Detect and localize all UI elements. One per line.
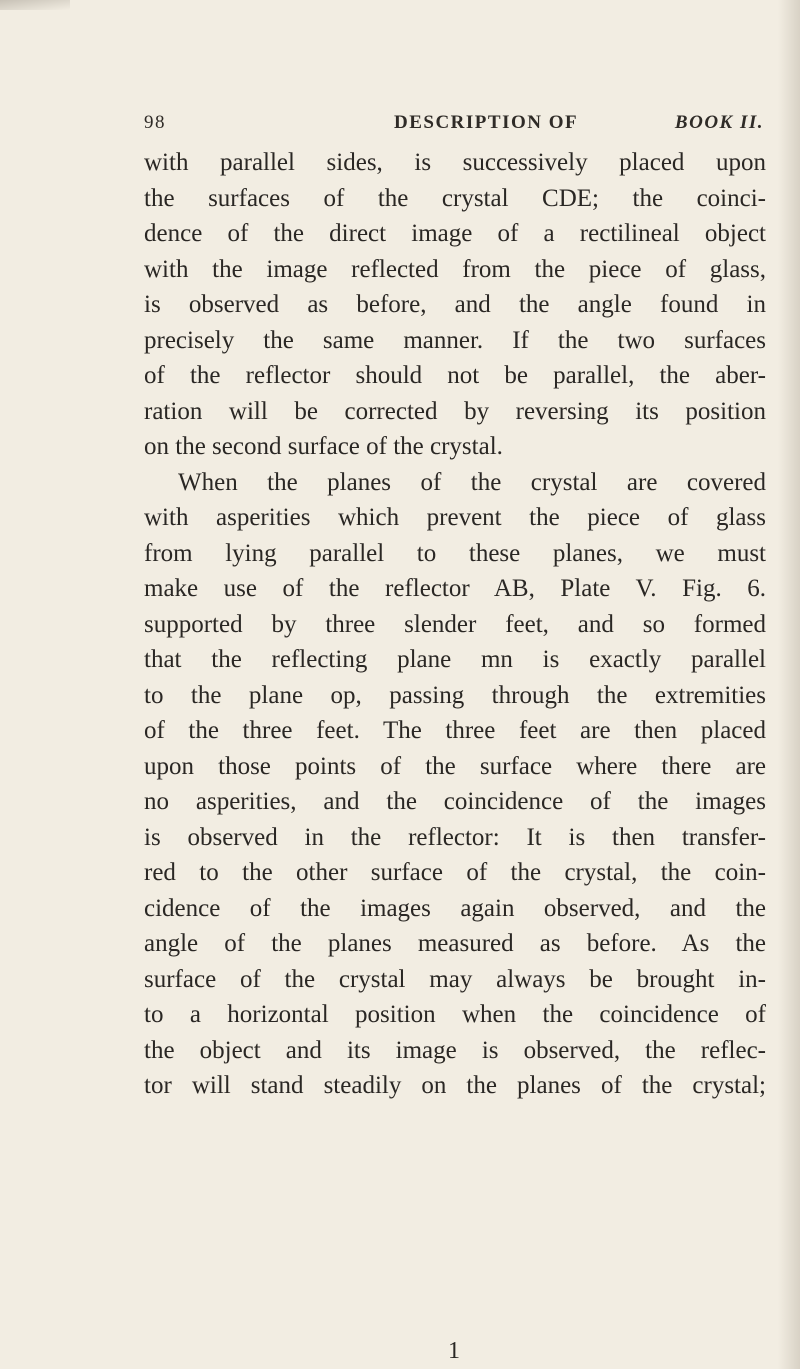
book-label: BOOK II.	[674, 112, 764, 133]
text-line: no asperities, and the coincidence of the images	[144, 788, 766, 815]
text-line: red to the other surface of the crystal, the coin-	[144, 859, 766, 886]
text-line: upon those points of the surface where there are	[144, 752, 766, 780]
text-line: with asperities which prevent the piece of glass	[144, 504, 766, 531]
text-line: cidence of the images again observed, and the	[144, 894, 766, 922]
page-number: 98	[144, 112, 166, 133]
text-line: tor will stand steadily on the planes of the crystal;	[144, 1072, 766, 1099]
text-line: ration will be corrected by reversing its position	[144, 397, 766, 425]
text-line: that the reflecting plane mn is exactly parallel	[144, 646, 766, 673]
text-line: with the image reflected from the piece of glass,	[144, 255, 766, 283]
running-title: DESCRIPTION OF	[394, 112, 579, 133]
text-line: surface of the crystal may always be brought in-	[144, 965, 766, 993]
text-line: When the planes of the crystal are covered	[178, 468, 766, 496]
body-text	[144, 145, 766, 1104]
page-corner-shadow	[0, 0, 70, 10]
text-line: precisely the same manner. If the two surfaces	[144, 326, 766, 354]
text-line: from lying parallel to these planes, we must	[144, 539, 766, 567]
running-head	[144, 112, 764, 140]
text-line: to a horizontal position when the coincidence of	[144, 1001, 766, 1028]
text-line: of the reflector should not be parallel, the aber-	[144, 362, 766, 389]
text-line: with parallel sides, is successively placed upon	[144, 149, 766, 176]
page-edge-shadow	[778, 0, 800, 1369]
text-line: to the plane op, passing through the extremities	[144, 681, 766, 709]
text-line: of the three feet. The three feet are then placed	[144, 717, 766, 744]
text-line: is observed in the reflector: It is then transfer-	[144, 823, 766, 851]
text-line: on the second surface of the crystal.	[144, 433, 503, 460]
text-line: the object and its image is observed, the reflec-	[144, 1036, 766, 1064]
text-line: is observed as before, and the angle found in	[144, 291, 766, 318]
text-line: angle of the planes measured as before. As the	[144, 930, 766, 957]
text-line: the surfaces of the crystal CDE; the coinci-	[144, 184, 766, 212]
text-line: make use of the reflector AB, Plate V. Fig. 6.	[144, 575, 766, 602]
catchword: 1	[448, 1338, 460, 1364]
text-line: supported by three slender feet, and so formed	[144, 610, 766, 638]
text-line: dence of the direct image of a rectilineal object	[144, 220, 766, 247]
